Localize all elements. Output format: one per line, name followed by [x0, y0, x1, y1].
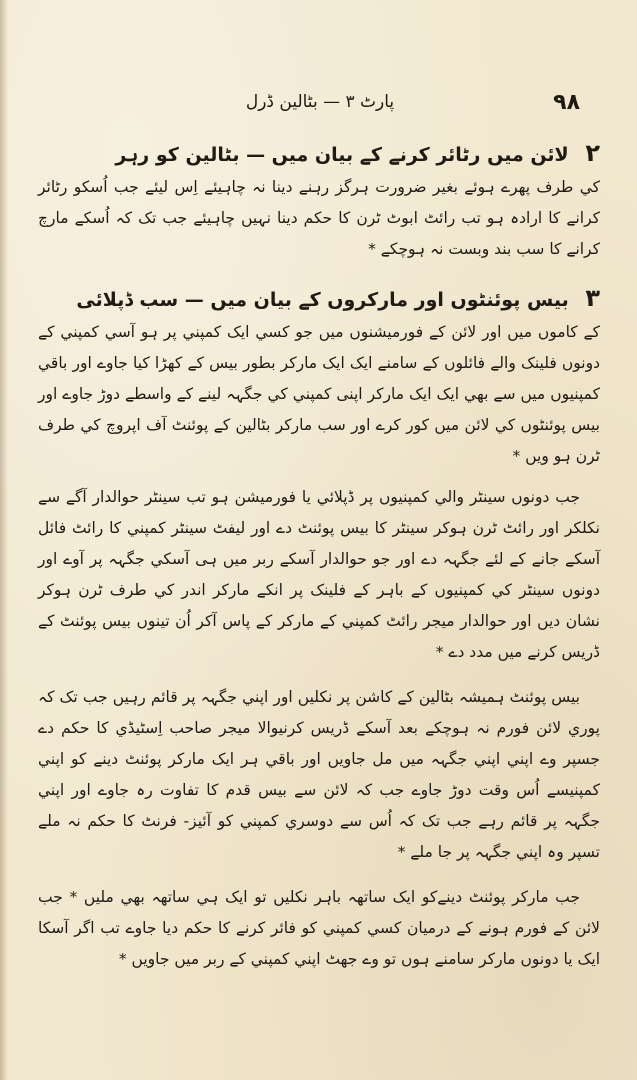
section-retiring	[38, 138, 600, 265]
section-heading	[38, 138, 600, 170]
page-number: ۹۸	[553, 90, 580, 115]
page-header	[60, 90, 580, 124]
section-base-points	[38, 283, 600, 975]
paragraph: جب مارکر پوئنٹ دینےکو ایک ساتھہ باہر نکلیں تو ایک ہي ساتھہ بھي ملیں * جب لائن کے فورم ہونے کے درمیان کسي کمپني کو فائر کرنے کا حکم دیا جاوے تب اگر آسکا ایک یا دونوں مارکر سامنے ہوں تو وے جھٹ اپني کمپني کے ربر میں جاویں *	[38, 888, 600, 968]
paragraph: کے کاموں میں اور لائن کے فورمیشنوں میں جو کسي ایک کمپني پر ہو آسي کمپني کے دونوں فلینک والے فائلوں کے سامنے ایک ایک مارکر بطور بیس کے کھڑا کیا جاوے اور باقي کمپنیوں میں سے بھي ایک ایک مارکر اپنی کمپني کي جگہہ لینے کے واسطے دوڑ جاوے اور بیس پوئنٹوں کي لائن میں کور کرے اور سب مارکر بٹالین کے پوئنٹ آف اپروچ کي طرف ٹرن ہو ویں *	[38, 323, 600, 465]
page-body	[38, 138, 600, 989]
section-number: ۲	[585, 139, 600, 167]
running-title: پارٹ ۳ — بٹالین ڈرل	[245, 92, 395, 112]
section-number: ۳	[585, 284, 600, 312]
paragraph: کي طرف پھرے ہوئے بغیر ضرورت ہرگز رہنے دینا نہ چاہیئے اِس لیئے جب اُسکو رٹائر کرانے کا ارادہ ہو تب رائٹ ابوٹ ٹرن کا حکم دینا نہیں چاہیئے جب تک کہ اُسکے مارچ کرانے کا سب بند وبست نہ ہوچکے *	[38, 178, 600, 258]
section-heading	[38, 283, 600, 315]
paragraph: جب دونوں سینٹر والي کمپنیوں پر ڈپلائي یا فورمیشن ہو تب سینٹر حوالدار آگے سے نکلکر اور رائٹ ٹرن ہوکر سینٹر کا بیس پوئنٹ دے اور لیفٹ سینٹر کمپني کا رائٹ فائل آسکے جانے کے لئے جگہہ دے اور جو حوالدار آسکے ربر میں ہی آسکي جگہہ پر آوے اور دونوں سینٹر کي کمپنیوں کے باہر کے فلینک پر انکے مارکر اندر کي طرف ٹرن ہوکر نشان دیں اور حوالدار میجر رائٹ کمپني کے مارکر کے پاس آکر اُن تینوں بیس پوئنٹ کے ڈریس کرنے میں مدد دے *	[38, 488, 600, 661]
paragraph: بیس پوئنٹ ہمیشہ بٹالین کے کاشن پر نکلیں اور اپني جگہہ پر قائم رہیں جب تک کہ پوري لائن فورم نہ ہوچکے بعد آسکے ڈریس کرنیوالا میجر صاحب اِسٹیڈي کا حکم دے جسپر وے اپني اپني جگہہ میں مل جاویں اور باقي ہر ایک مارکر پوئنٹ دینے کو اپني کمپنيسے اُس وقت دوڑ جاوے جب کہ لائن سے بیس قدم کا تفاوت رہ جاوے اور اپني جگہہ پر قائم رہے جب تک کہ اُس سے دوسري کمپني کو آئیز- فرنٹ کا حکم نہ ملے تسپر وہ اپني جگہہ پر جا ملے *	[38, 688, 600, 861]
section-heading-text: بیس پوئنٹوں اور مارکروں کے بیان میں — سب ڈپلائی	[76, 289, 569, 311]
page-edge-shadow	[0, 0, 8, 1080]
section-heading-text: لائن میں رٹائر کرنے کے بیان میں — بٹالین کو رہر	[115, 144, 569, 166]
